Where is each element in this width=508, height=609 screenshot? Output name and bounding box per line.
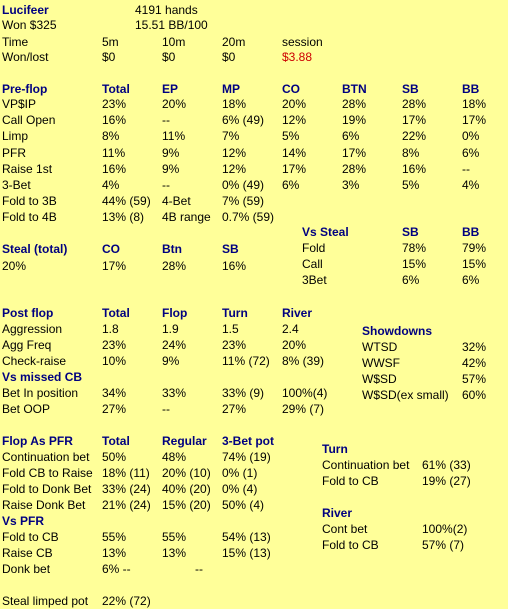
preflop-cell: 28%	[342, 162, 367, 176]
flop-pfr-row-label: Fold to Donk Bet	[2, 482, 92, 496]
preflop-title: Pre-flop	[2, 82, 48, 96]
turn-value: 19% (27)	[422, 474, 471, 488]
postflop-cell: 1.5	[222, 322, 239, 336]
preflop-col-bb: BB	[462, 82, 480, 96]
four-bet-range-label: 4B range	[162, 210, 211, 224]
time-20m: 20m	[222, 35, 246, 49]
postflop-cell: 8% (39)	[282, 354, 325, 368]
preflop-cell: 19%	[342, 113, 367, 127]
vs-missed-cell: 33%	[162, 386, 187, 400]
preflop-cell: 8%	[402, 146, 420, 160]
preflop-cell: 12%	[222, 146, 247, 160]
showdown-label: W$SD	[362, 372, 397, 386]
turn-title: Turn	[322, 442, 348, 456]
wonlost-20m: $0	[222, 50, 236, 64]
preflop-cell: 17%	[402, 113, 427, 127]
postflop-cell: 23%	[222, 338, 247, 352]
preflop-cell: 0%	[462, 129, 480, 143]
vs-pfr-row-label: Fold to CB	[2, 530, 59, 544]
preflop-cell: 17%	[282, 162, 307, 176]
won-amount: Won $325	[2, 18, 57, 32]
vs-steal-cell: 6%	[402, 273, 420, 287]
vs-missed-cell: 33% (9)	[222, 386, 265, 400]
preflop-cell: 20%	[282, 97, 307, 111]
flop-pfr-cell: 40% (20)	[162, 482, 211, 496]
wonlost-session: $3.88	[282, 50, 313, 64]
turn-row-label: Continuation bet	[322, 458, 410, 472]
postflop-cell: 20%	[282, 338, 307, 352]
postflop-cell: 23%	[102, 338, 127, 352]
vs-steal-cell: 6%	[462, 273, 480, 287]
preflop-cell: 6%	[342, 129, 360, 143]
vs-pfr-cell: 54% (13)	[222, 530, 271, 544]
preflop-cell: 8%	[102, 129, 120, 143]
preflop-col-sb: SB	[402, 82, 419, 96]
preflop-cell: 11%	[162, 129, 186, 143]
postflop-row-label: Check-raise	[2, 354, 67, 368]
postflop-col-flop: Flop	[162, 306, 188, 320]
postflop-cell: 11% (72)	[222, 354, 270, 368]
fold-to-4b-label: Fold to 4B	[2, 210, 57, 224]
fold-to-3b-value: 44% (59)	[102, 194, 151, 208]
postflop-row-label: Agg Freq	[2, 338, 52, 352]
hands-count: 4191 hands	[135, 3, 198, 17]
preflop-cell: 9%	[162, 146, 180, 160]
preflop-cell: 23%	[102, 97, 127, 111]
vs-pfr-cell: 15% (13)	[222, 546, 271, 560]
vs-steal-row-label: 3Bet	[302, 273, 327, 287]
vs-steal-col-bb: BB	[462, 225, 480, 239]
preflop-row-label: Raise 1st	[2, 162, 53, 176]
preflop-cell: 3%	[342, 178, 360, 192]
preflop-cell: 12%	[282, 113, 307, 127]
preflop-cell: 4%	[102, 178, 120, 192]
vs-steal-cell: 15%	[462, 257, 487, 271]
preflop-cell: 28%	[342, 97, 367, 111]
wonlost-5m: $0	[102, 50, 116, 64]
preflop-cell: --	[462, 162, 470, 176]
preflop-cell: 6%	[462, 146, 480, 160]
preflop-cell: 6% (49)	[222, 113, 265, 127]
preflop-cell: 4%	[462, 178, 480, 192]
preflop-cell: 7%	[222, 129, 240, 143]
postflop-cell: 10%	[102, 354, 127, 368]
postflop-row-label: Aggression	[2, 322, 63, 336]
flop-pfr-cell: 20% (10)	[162, 466, 211, 480]
vs-steal-row-label: Fold	[302, 241, 326, 255]
preflop-cell: 16%	[402, 162, 427, 176]
preflop-cell: 18%	[462, 97, 487, 111]
preflop-cell: 16%	[102, 113, 127, 127]
showdown-label: W$SD(ex small)	[362, 388, 449, 402]
river-row-label: Fold to CB	[322, 538, 379, 552]
fold-to-4b-value: 13% (8)	[102, 210, 145, 224]
vs-pfr-cell: 55%	[162, 530, 187, 544]
preflop-col-btn: BTN	[342, 82, 367, 96]
river-row-label: Cont bet	[322, 522, 368, 536]
preflop-row-label: PFR	[2, 146, 26, 160]
flop-pfr-col-total: Total	[102, 434, 130, 448]
flop-pfr-cell: 18% (11)	[102, 466, 150, 480]
vs-missed-row-label: Bet In position	[2, 386, 79, 400]
preflop-cell: 17%	[462, 113, 487, 127]
four-bet-label: 4-Bet	[162, 194, 191, 208]
showdown-label: WTSD	[362, 340, 398, 354]
steal-limped-pot-label: Steal limped pot	[2, 594, 89, 608]
showdown-value: 32%	[462, 340, 487, 354]
steal-col-co: CO	[102, 242, 120, 256]
turn-value: 61% (33)	[422, 458, 471, 472]
steal-col-sb: SB	[222, 242, 239, 256]
showdown-label: WWSF	[362, 356, 400, 370]
time-10m: 10m	[162, 35, 186, 49]
preflop-cell: 28%	[402, 97, 427, 111]
preflop-cell: 16%	[102, 162, 127, 176]
postflop-title: Post flop	[2, 306, 54, 320]
river-value: 100%(2)	[422, 522, 468, 536]
preflop-row-label: 3-Bet	[2, 178, 31, 192]
flop-pfr-cell: 50% (4)	[222, 498, 265, 512]
preflop-cell: 20%	[162, 97, 187, 111]
river-value: 57% (7)	[422, 538, 465, 552]
steal-cell: 16%	[222, 259, 247, 273]
flop-pfr-title: Flop As PFR	[2, 434, 73, 448]
preflop-cell: 14%	[282, 146, 307, 160]
flop-pfr-cell: 0% (4)	[222, 482, 258, 496]
vs-pfr-cell: 13%	[162, 546, 187, 560]
preflop-cell: 22%	[402, 129, 427, 143]
flop-pfr-cell: 33% (24)	[102, 482, 151, 496]
time-5m: 5m	[102, 35, 119, 49]
vs-steal-title: Vs Steal	[302, 225, 349, 239]
vs-missed-cell: --	[162, 402, 170, 416]
bb-per-100: 15.51 BB/100	[135, 18, 208, 32]
preflop-row-label: Call Open	[2, 113, 56, 127]
preflop-cell: 18%	[222, 97, 247, 111]
vs-pfr-cell: --	[195, 562, 203, 576]
preflop-cell: --	[162, 178, 170, 192]
steal-col-btn: Btn	[162, 242, 182, 256]
showdown-value: 60%	[462, 388, 487, 402]
wonlost-label: Won/lost	[2, 50, 49, 64]
vs-pfr-cell: 13%	[102, 546, 127, 560]
flop-pfr-col-regular: Regular	[162, 434, 207, 448]
postflop-cell: 1.9	[162, 322, 179, 336]
vs-missed-cell: 100%(4)	[282, 386, 328, 400]
wonlost-10m: $0	[162, 50, 176, 64]
vs-pfr-cell: 55%	[102, 530, 127, 544]
player-name: Lucifeer	[2, 3, 49, 17]
showdowns-title: Showdowns	[362, 324, 432, 338]
vs-missed-row-label: Bet OOP	[2, 402, 51, 416]
preflop-cell: 9%	[162, 162, 180, 176]
flop-pfr-cell: 15% (20)	[162, 498, 211, 512]
postflop-col-river: River	[282, 306, 313, 320]
preflop-row-label: Limp	[2, 129, 29, 143]
showdown-value: 42%	[462, 356, 487, 370]
showdown-value: 57%	[462, 372, 487, 386]
vs-steal-cell: 78%	[402, 241, 427, 255]
steal-title: Steal (total)	[2, 242, 68, 256]
time-session: session	[282, 35, 323, 49]
postflop-col-turn: Turn	[222, 306, 248, 320]
preflop-cell: 12%	[222, 162, 247, 176]
flop-pfr-row-label: Fold CB to Raise	[2, 466, 93, 480]
vs-missed-cell: 27%	[222, 402, 247, 416]
preflop-cell: 6%	[282, 178, 300, 192]
vs-pfr-title: Vs PFR	[2, 514, 45, 528]
flop-pfr-row-label: Continuation bet	[2, 450, 90, 464]
preflop-cell: 5%	[282, 129, 300, 143]
flop-pfr-cell: 74% (19)	[222, 450, 271, 464]
vs-missed-cb-title: Vs missed CB	[2, 370, 83, 384]
flop-pfr-cell: 0% (1)	[222, 466, 258, 480]
postflop-cell: 24%	[162, 338, 187, 352]
preflop-cell: 11%	[102, 146, 126, 160]
steal-cell: 17%	[102, 259, 127, 273]
vs-pfr-row-label: Raise CB	[2, 546, 53, 560]
vs-pfr-row-label: Donk bet	[2, 562, 51, 576]
vs-missed-cell: 29% (7)	[282, 402, 325, 416]
flop-pfr-cell: 21% (24)	[102, 498, 151, 512]
preflop-cell: --	[162, 113, 170, 127]
vs-missed-cell: 34%	[102, 386, 127, 400]
postflop-cell: 1.8	[102, 322, 119, 336]
steal-total: 20%	[2, 259, 27, 273]
flop-pfr-cell: 50%	[102, 450, 127, 464]
vs-steal-row-label: Call	[302, 257, 323, 271]
four-bet-value: 7% (59)	[222, 194, 265, 208]
flop-pfr-cell: 48%	[162, 450, 187, 464]
river-title: River	[322, 506, 353, 520]
fold-to-3b-label: Fold to 3B	[2, 194, 57, 208]
steal-limped-pot-value: 22% (72)	[102, 594, 151, 608]
preflop-row-label: VP$IP	[2, 97, 37, 111]
postflop-cell: 9%	[162, 354, 180, 368]
vs-steal-cell: 79%	[462, 241, 487, 255]
postflop-cell: 2.4	[282, 322, 299, 336]
preflop-cell: 5%	[402, 178, 420, 192]
postflop-col-total: Total	[102, 306, 130, 320]
preflop-cell: 17%	[342, 146, 367, 160]
preflop-col-total: Total	[102, 82, 130, 96]
turn-row-label: Fold to CB	[322, 474, 379, 488]
preflop-cell: 0% (49)	[222, 178, 265, 192]
vs-steal-cell: 15%	[402, 257, 427, 271]
flop-pfr-col-3bet: 3-Bet pot	[222, 434, 274, 448]
flop-pfr-row-label: Raise Donk Bet	[2, 498, 86, 512]
vs-pfr-cell: 6% --	[102, 562, 131, 576]
four-bet-range-value: 0.7% (59)	[222, 210, 275, 224]
vs-steal-col-sb: SB	[402, 225, 419, 239]
preflop-col-co: CO	[282, 82, 300, 96]
preflop-col-mp: MP	[222, 82, 240, 96]
time-label: Time	[2, 35, 29, 49]
steal-cell: 28%	[162, 259, 187, 273]
vs-missed-cell: 27%	[102, 402, 127, 416]
preflop-col-ep: EP	[162, 82, 179, 96]
